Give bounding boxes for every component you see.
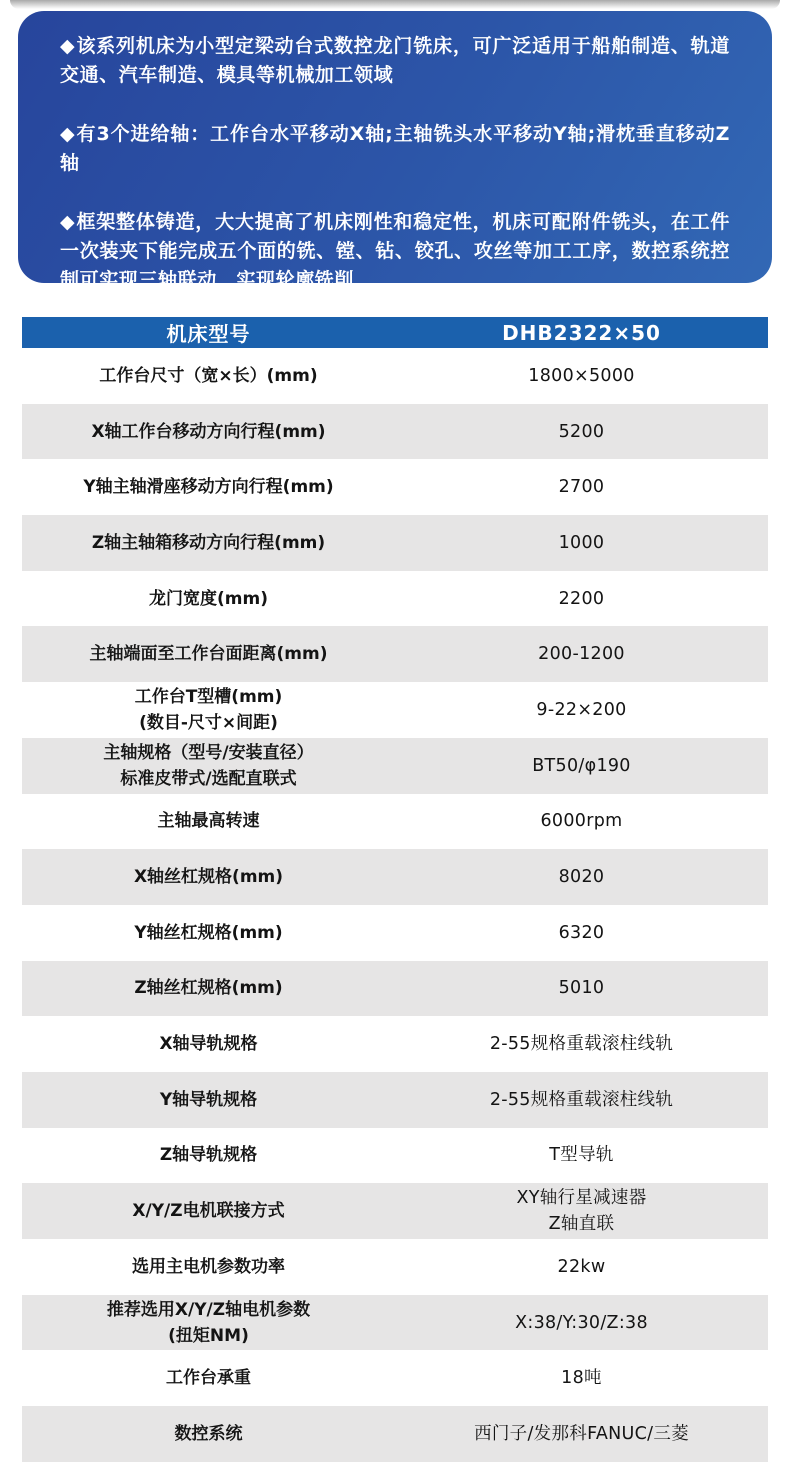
spec-value: 8020 bbox=[558, 867, 605, 888]
table-row bbox=[22, 1128, 768, 1184]
spec-value: 6000rpm bbox=[540, 811, 623, 832]
spec-value: 5200 bbox=[558, 421, 605, 442]
spec-name: Y轴导轨规格 bbox=[159, 1089, 258, 1110]
feature-bullet-3 bbox=[60, 208, 730, 295]
feature-bullet-1 bbox=[60, 32, 730, 90]
spec-name: 工作台尺寸（宽×长）(mm) bbox=[99, 365, 318, 386]
spec-value: 西门子/发那科FANUC/三菱 bbox=[474, 1423, 689, 1444]
table-header-model-value: DHB2322×50 bbox=[502, 320, 661, 345]
feature-bullet-3-text: 框架整体铸造，大大提高了机床刚性和稳定性，机床可配附件铣头，在工件一次装夹下能完成五个面的铣、镗、钻、铰孔、攻丝等加工工序，数控系统控制可实现三轴联动，实现轮廓铣削 bbox=[60, 211, 730, 291]
table-header-row bbox=[22, 317, 768, 348]
table-header-model-label: 机床型号 bbox=[166, 322, 251, 346]
spec-name: 推荐选用X/Y/Z轴电机参数 (扭矩NM) bbox=[106, 1299, 311, 1346]
feature-bullet-2 bbox=[60, 120, 730, 178]
diamond-bullet-icon: ◆ bbox=[60, 123, 76, 145]
spec-name: Z轴丝杠规格(mm) bbox=[134, 978, 283, 999]
spec-value: T型导轨 bbox=[549, 1145, 614, 1166]
spec-name: X轴丝杠规格(mm) bbox=[133, 867, 284, 888]
table-row bbox=[22, 1295, 768, 1351]
table-row bbox=[22, 1183, 768, 1239]
spec-name: 主轴端面至工作台面距离(mm) bbox=[89, 644, 328, 665]
feature-bullet-2-text: 有3个进给轴：工作台水平移动X轴;主轴铣头水平移动Y轴;滑枕垂直移动Z轴 bbox=[60, 123, 730, 174]
spec-value: 2700 bbox=[558, 477, 605, 498]
spec-value: 18吨 bbox=[561, 1368, 602, 1389]
table-row bbox=[22, 1072, 768, 1128]
spec-value: 1000 bbox=[558, 532, 605, 553]
table-row bbox=[22, 794, 768, 850]
spec-name: 选用主电机参数功率 bbox=[132, 1256, 285, 1277]
spec-name: X/Y/Z电机联接方式 bbox=[132, 1201, 285, 1222]
spec-name: 主轴规格（型号/安装直径） 标准皮带式/选配直联式 bbox=[103, 742, 314, 789]
spec-name: 主轴最高转速 bbox=[157, 811, 260, 832]
table-row bbox=[22, 571, 768, 627]
spec-value: 22kw bbox=[557, 1256, 606, 1277]
table-row bbox=[22, 905, 768, 961]
table-body bbox=[22, 348, 768, 1462]
spec-value: X:38/Y:30/Z:38 bbox=[515, 1312, 648, 1333]
table-row bbox=[22, 961, 768, 1017]
spec-value: 9-22×200 bbox=[536, 699, 627, 720]
table-row bbox=[22, 626, 768, 682]
table-row bbox=[22, 738, 768, 794]
spec-name: 龙门宽度(mm) bbox=[149, 588, 268, 609]
spec-name: X轴工作台移动方向行程(mm) bbox=[91, 421, 326, 442]
feature-bullet-1-text: 该系列机床为小型定梁动台式数控龙门铣床，可广泛适用于船舶制造、轨道交通、汽车制造、模具等机械加工领域 bbox=[60, 35, 730, 86]
spec-table bbox=[22, 317, 768, 1462]
spec-value: 1800×5000 bbox=[528, 365, 635, 386]
spec-value: 200-1200 bbox=[538, 644, 625, 665]
spec-name: Z轴主轴箱移动方向行程(mm) bbox=[91, 532, 326, 553]
spec-value: 2-55规格重载滚柱线轨 bbox=[489, 1089, 674, 1110]
table-row bbox=[22, 1350, 768, 1406]
spec-value: BT50/φ190 bbox=[532, 755, 631, 776]
spec-name: Z轴导轨规格 bbox=[159, 1145, 258, 1166]
diamond-bullet-icon: ◆ bbox=[60, 211, 76, 233]
table-row bbox=[22, 459, 768, 515]
table-row bbox=[22, 1016, 768, 1072]
top-shadow-artifact bbox=[10, 0, 780, 9]
spec-name: 工作台T型槽(mm) (数目-尺寸×间距) bbox=[134, 686, 283, 733]
table-row bbox=[22, 1239, 768, 1295]
table-row bbox=[22, 1406, 768, 1462]
table-row bbox=[22, 682, 768, 738]
diamond-bullet-icon: ◆ bbox=[60, 35, 76, 57]
spec-value: 6320 bbox=[558, 922, 605, 943]
spec-value: 2200 bbox=[558, 588, 605, 609]
spec-name: X轴导轨规格 bbox=[159, 1034, 258, 1055]
table-row bbox=[22, 849, 768, 905]
spec-value: 2-55规格重载滚柱线轨 bbox=[489, 1034, 674, 1055]
spec-value: XY轴行星减速器 Z轴直联 bbox=[516, 1188, 647, 1235]
table-row bbox=[22, 348, 768, 404]
table-row bbox=[22, 515, 768, 571]
spec-name: 工作台承重 bbox=[166, 1368, 251, 1389]
spec-name: Y轴主轴滑座移动方向行程(mm) bbox=[83, 477, 334, 498]
spec-value: 5010 bbox=[558, 978, 605, 999]
spec-name: Y轴丝杠规格(mm) bbox=[134, 922, 283, 943]
intro-banner bbox=[18, 11, 772, 291]
spec-name: 数控系统 bbox=[174, 1423, 243, 1444]
table-row bbox=[22, 404, 768, 460]
